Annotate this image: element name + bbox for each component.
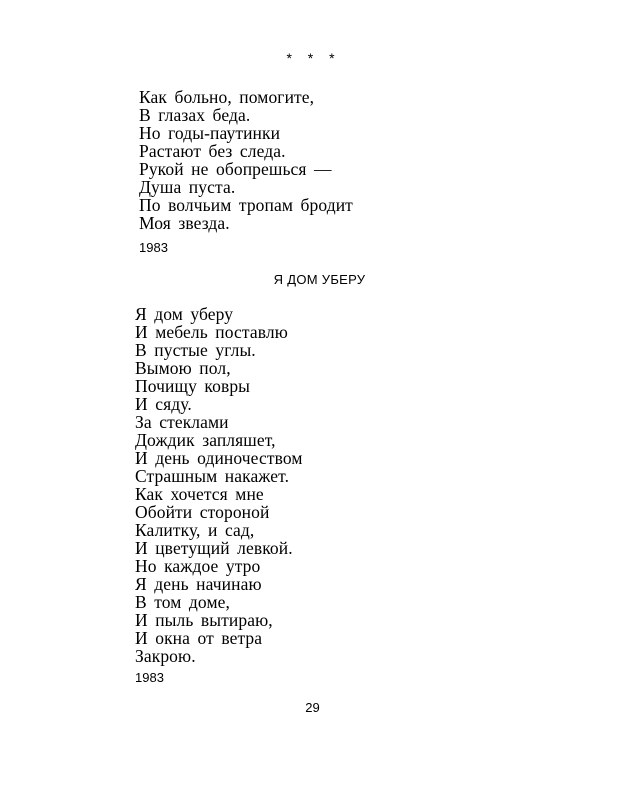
poem-title: Я ДОМ УБЕРУ — [273, 272, 366, 287]
poem-line: Но годы-паутинки — [139, 123, 281, 143]
section-separator: * * * — [286, 50, 341, 66]
poem-line: В том доме, — [135, 592, 230, 612]
poem-line: И цветущий левкой. — [135, 538, 293, 558]
page-number: 29 — [305, 700, 320, 715]
poem-line: В пустые углы. — [135, 340, 256, 360]
poem-line: Рукой не обопрешься — — [139, 159, 332, 179]
poem-line: По волчьим тропам бродит — [139, 195, 353, 215]
poem-line: В глазах беда. — [139, 105, 251, 125]
poem-line: Душа пуста. — [139, 177, 236, 197]
poem-line: Растают без следа. — [139, 141, 286, 161]
poem-year: 1983 — [139, 240, 168, 255]
poem-line: Закрою. — [135, 646, 196, 666]
poem-ya-dom-uberu — [135, 305, 303, 665]
poem-line: За стеклами — [135, 412, 229, 432]
poem-line: Как хочется мне — [135, 484, 264, 504]
poem-line: Дождик запляшет, — [135, 430, 276, 450]
poem-line: Вымою пол, — [135, 358, 231, 378]
poem-line: Как больно, помогите, — [139, 87, 315, 107]
poem-line: Я дом уберу — [135, 304, 234, 324]
poem-line: Обойти стороной — [135, 502, 270, 522]
poem-line: Но каждое утро — [135, 556, 261, 576]
poem-line: Калитку, и сад, — [135, 520, 255, 540]
poem-line: Почищу ковры — [135, 376, 251, 396]
poem-line: Моя звезда. — [139, 213, 230, 233]
poem-untitled — [139, 88, 353, 232]
poem-line: Страшным накажет. — [135, 466, 290, 486]
poem-line: И пыль вытираю, — [135, 610, 273, 630]
poem-line: И сяду. — [135, 394, 192, 414]
poem-year: 1983 — [135, 670, 164, 685]
poem-line: Я день начинаю — [135, 574, 262, 594]
poem-line: И окна от ветра — [135, 628, 263, 648]
poem-line: И мебель поставлю — [135, 322, 288, 342]
poem-line: И день одиночеством — [135, 448, 303, 468]
